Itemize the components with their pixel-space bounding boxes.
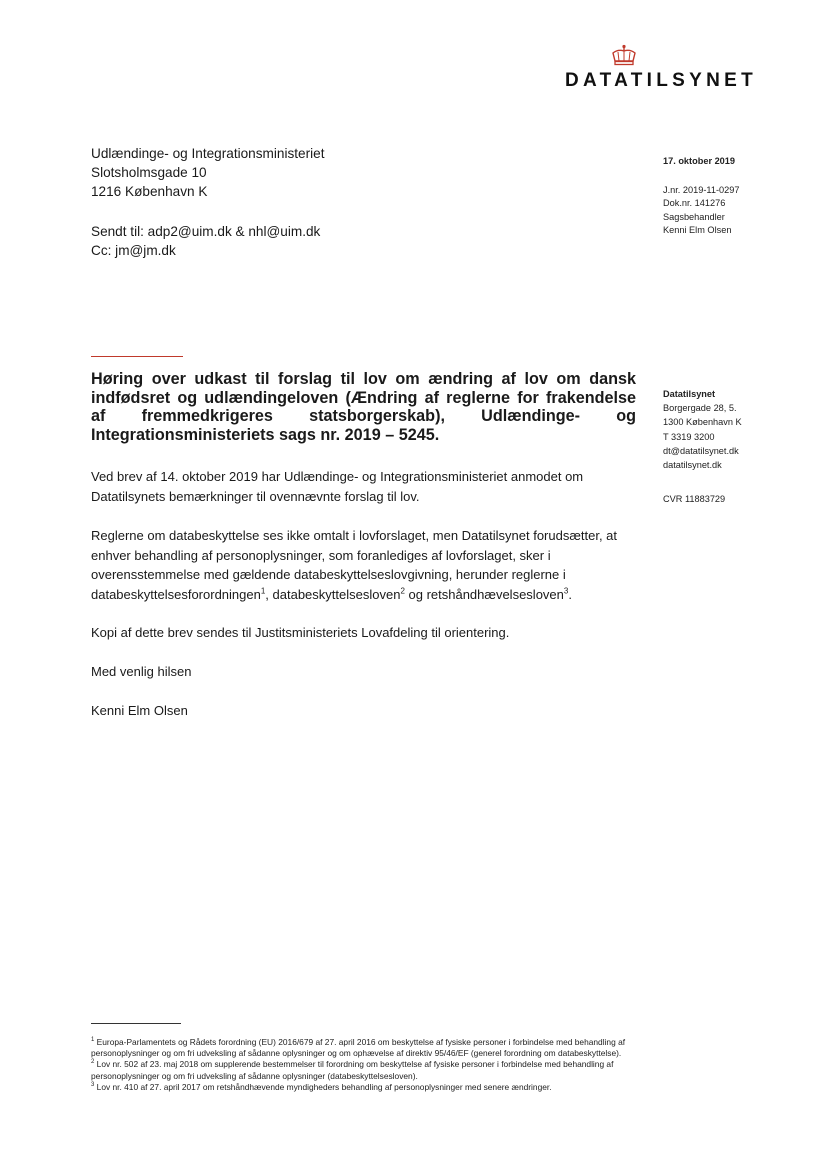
sender-web: datatilsynet.dk [663, 460, 722, 471]
sender-cvr: CVR 11883729 [663, 494, 726, 505]
body-paragraph-2 [91, 526, 636, 604]
p2-text-c: og retshåndhævelsesloven [404, 586, 564, 602]
sent-to: Sendt til: adp2@uim.dk & nhl@uim.dk [91, 224, 321, 239]
recipient-city: 1216 København K [91, 184, 208, 199]
closing: Med venlig hilsen [91, 664, 192, 679]
sender-address [663, 387, 742, 506]
footnote-text: Europa-Parlamentets og Rådets forordning (EU) 2016/679 af 27. april 2016 om beskyttelse af fysiske personer i forbindelse med behandling af personoplysninger og om fri udveksling af sådanne oplysninger og om ophævelse af direktiv 95/46/EF (generel forordning om databeskyttelse). [91, 1037, 626, 1059]
recipient-street: Slotsholmsgade 10 [91, 165, 207, 180]
footnote-1 [91, 1037, 636, 1059]
footnote-text: Lov nr. 502 af 23. maj 2018 om supplerende bestemmelser til forordning om beskyttelse af fysiske personer i forbindelse med behandling af personoplysninger og om fri udveksling af sådanne oplysninger (databeskyttelsesloven). [91, 1059, 614, 1081]
p2-text-d: . [568, 586, 572, 602]
p2-text-b: , databeskyttelsesloven [265, 586, 401, 602]
journal-number: J.nr. 2019-11-0297 [663, 184, 740, 195]
footnote-number: 2 [91, 1059, 95, 1066]
recipient-name: Udlændinge- og Integrationsministeriet [91, 146, 325, 161]
logo-wordmark: DATATILSYNET [565, 70, 757, 91]
sender-city: 1300 København K [663, 417, 742, 428]
sent-to-block [91, 222, 320, 260]
footnote-text: Lov nr. 410 af 27. april 2017 om retshåndhævende myndigheders behandling af personoplysninger med senere ændringer. [94, 1081, 552, 1092]
footnote-ref-3: 3 [563, 586, 569, 596]
footnote-3 [91, 1082, 636, 1093]
letter-date: 17. oktober 2019 [663, 156, 736, 166]
sender-phone: T 3319 3200 [663, 431, 715, 442]
footnote-number: 1 [91, 1037, 95, 1044]
footnote-number: 3 [91, 1082, 95, 1089]
sender-street: Borgergade 28, 5. [663, 403, 737, 414]
footnote-ref-2: 2 [400, 586, 405, 596]
crown-icon [610, 44, 638, 68]
footnote-2 [91, 1059, 636, 1081]
case-handler-label: Sagsbehandler [663, 211, 725, 222]
signature: Kenni Elm Olsen [91, 703, 188, 718]
title-divider [91, 356, 183, 357]
footnotes [91, 1037, 636, 1093]
cc-line: Cc: jm@jm.dk [91, 243, 176, 258]
document-number: Dok.nr. 141276 [663, 198, 726, 208]
recipient-address [91, 144, 324, 201]
footnote-ref-1: 1 [260, 586, 266, 596]
letter-title: Høring over udkast til forslag til lov om ændring af lov om dansk indfødsret og udlændingeloven (Ændring af reglerne for frakendelse af fremmedkrigeres statsborgerskab), Udlændinge- og Integrationsministeriets sags nr. 2019 – 5245. [91, 370, 636, 444]
p2-text-a: Reglerne om databeskyttelse ses ikke omtalt i lovforslaget, men Datatilsynet forudsætter, at enhver behandling af personoplysninger, som foranlediges af lovforslaget, sker i overensstemmelse med gældende databeskyttelseslovgivning, herunder reglerne i databeskyttelsesforordningen [91, 528, 618, 602]
body-paragraph-3: Kopi af dette brev sendes til Justitsministeriets Lovafdeling til orientering. [91, 625, 510, 640]
case-handler: Kenni Elm Olsen [663, 225, 732, 235]
letter-meta [663, 155, 739, 238]
sender-email: dt@datatilsynet.dk [663, 445, 739, 456]
footnote-divider [91, 1023, 181, 1024]
body-paragraph-1: Ved brev af 14. oktober 2019 har Udlændinge- og Integrationsministeriet anmodet om Datatilsynets bemærkninger til ovennævnte forslag til lov. [91, 469, 584, 504]
sender-name: Datatilsynet [663, 389, 716, 399]
